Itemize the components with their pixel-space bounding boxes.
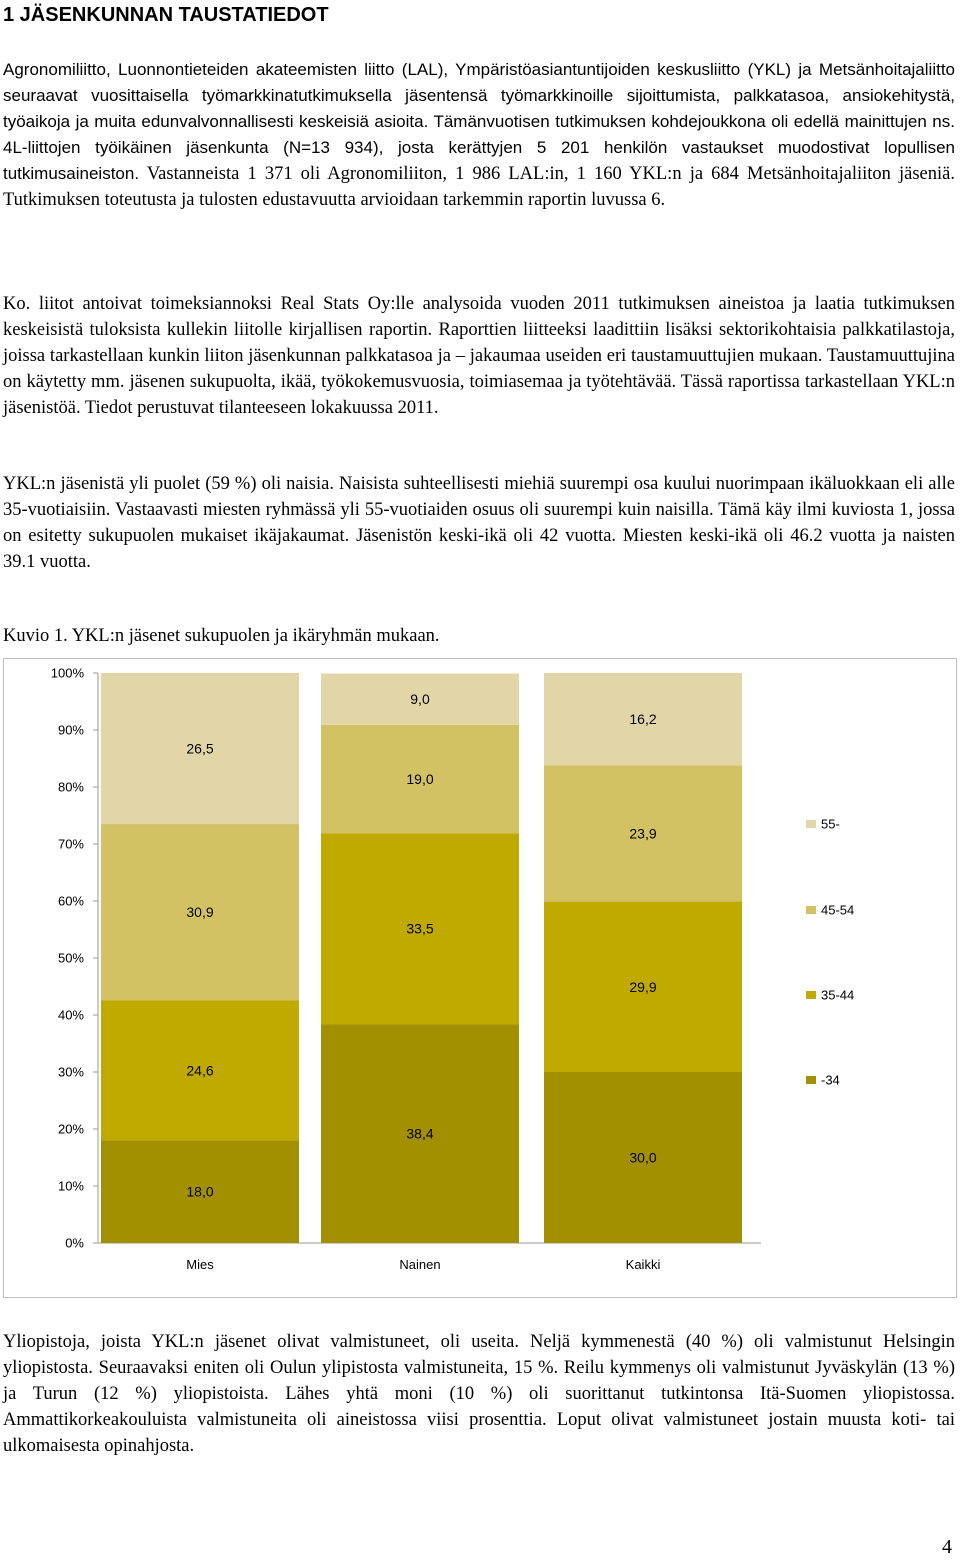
y-tick-label: 10% [57,1178,84,1194]
bar-value-label: 24,6 [186,1062,214,1079]
stacked-bar-chart-svg [3,658,958,1299]
bar-value-label: 33,5 [406,920,434,937]
legend-swatch [806,991,816,999]
page-number: 4 [942,1536,952,1558]
bar-value-label: 30,9 [186,904,214,921]
x-category-label: Kaikki [625,1257,661,1272]
figure-caption: Kuvio 1. YKL:n jäsenet sukupuolen ja ikäryhmän mukaan. [3,626,440,646]
y-tick-label: 90% [57,722,84,738]
age-gender-chart [3,658,958,1299]
bar-value-label: 30,0 [629,1149,657,1166]
legend-label: 55- [821,816,840,832]
legend-label: -34 [821,1072,840,1088]
universities-paragraph: Yliopistoja, joista YKL:n jäsenet olivat valmistuneet, oli useita. Neljä kymmenestä (40 %) oli valmistunut Helsingin yliopistosta. Seuraavaksi eniten oli Oulun ylipistosta valmistuneita, 15 %. Reilu kymmenys oli valmistunut Jyväskylän (13 %) ja Turun (12 %) yliopistoista. Lähes yhtä moni (10 %) oli suorittanut tutkintonsa Itä-Suomen yliopistossa. Ammattikorkeakouluista valmistuneita oli aineistossa viisi prosenttia. Loput olivat valmistuneet jostain muusta koti- tai ulkomaisesta opinahjosta. [3,1332,955,1456]
y-tick-label: 100% [50,665,84,681]
legend-label: 35-44 [821,987,855,1003]
y-tick-label: 30% [57,1064,84,1080]
bar-value-label: 16,2 [629,711,657,728]
bar-value-label: 19,0 [406,771,434,788]
intro-paragraph [3,57,955,213]
intro-text-sans: Agronomiliitto, Luonnontieteiden akateemisten liitto (LAL), Ympäristöasiantuntijoiden keskusliitto (YKL) ja Metsänhoitajaliitto seuraavat vuosittaisella työmarkkinatutkimuksella jäsentensä työmarkkinoille sijoittumista, palkkatasoa, ansiokehitystä, työaikoja ja muita edunvalvonnallisesti keskeisiä asioita. Tämänvuotisen tutkimuksen kohdejoukkona oli edellä mainittujen ns. 4L-liittojen työikäinen jäsenkunta (N=13 934), josta kerättyjen 5 201 henkilön vastaukset muodostivat lopullisen tutkimusaineiston. [3,60,955,183]
bar-value-label: 29,9 [629,978,657,995]
y-tick-label: 80% [57,779,84,795]
gender-age-paragraph: YKL:n jäsenistä yli puolet (59 %) oli naisia. Naisista suhteellisesti miehiä suurempi osa kuului nuorimpaan ikäluokkaan eli alle 35-vuotiaisiin. Vastaavasti miesten ryhmässä yli 55-vuotiaiden osuus oli suurempi kuin naisilla. Tämä käy ilmi kuviosta 1, jossa on esitetty sukupuolen mukaiset ikäjakaumat. Jäsenistön keski-ikä oli 42 vuotta. Miesten keski-ikä oli 46.2 vuotta ja naisten 39.1 vuotta. [3,474,955,572]
bar-value-label: 26,5 [186,740,214,757]
legend-swatch [806,1076,816,1084]
bar-value-label: 23,9 [629,825,657,842]
intro-text-serif: Vastanneista 1 371 oli Agronomiliiton, 1 986 LAL:in, 1 160 YKL:n ja 684 Metsänhoitajaliiton jäseniä. Tutkimuksen toteutusta ja tulosten edustavuutta arvioidaan tarkemmin raportin luvussa 6. [3,164,955,210]
y-tick-label: 50% [57,950,84,966]
bar-value-label: 38,4 [406,1125,434,1142]
commission-paragraph: Ko. liitot antoivat toimeksiannoksi Real Stats Oy:lle analysoida vuoden 2011 tutkimuksen aineistoa ja laatia tutkimuksen keskeisistä tuloksista kullekin liitolle kirjallisen raportin. Raporttien liitteeksi laadittiin lisäksi sektorikohtaisia palkkatilastoja, joissa tarkastellaan kunkin liiton jäsenkunnan palkkatasoa ja – jakaumaa useiden eri taustamuuttujien mukaan. Taustamuuttujina on käytetty mm. jäsenen sukupuolta, ikää, työkokemusvuosia, toimiasemaa ja työtehtävää. Tässä raportissa tarkastellaan YKL:n jäsenistöä. Tiedot perustuvat tilanteeseen lokakuussa 2011. [3,294,955,418]
legend-swatch [806,906,816,914]
y-tick-label: 40% [57,1007,84,1023]
y-tick-label: 70% [57,836,84,852]
x-category-label: Nainen [399,1257,441,1272]
y-tick-label: 0% [65,1235,84,1251]
section-heading: 1 JÄSENKUNNAN TAUSTATIEDOT [3,4,329,26]
bar-value-label: 9,0 [410,691,430,708]
x-category-label: Mies [186,1257,214,1272]
y-tick-label: 60% [57,893,84,909]
y-tick-label: 20% [57,1121,84,1137]
legend-label: 45-54 [821,902,855,918]
legend-swatch [806,820,816,828]
bar-value-label: 18,0 [186,1183,214,1200]
